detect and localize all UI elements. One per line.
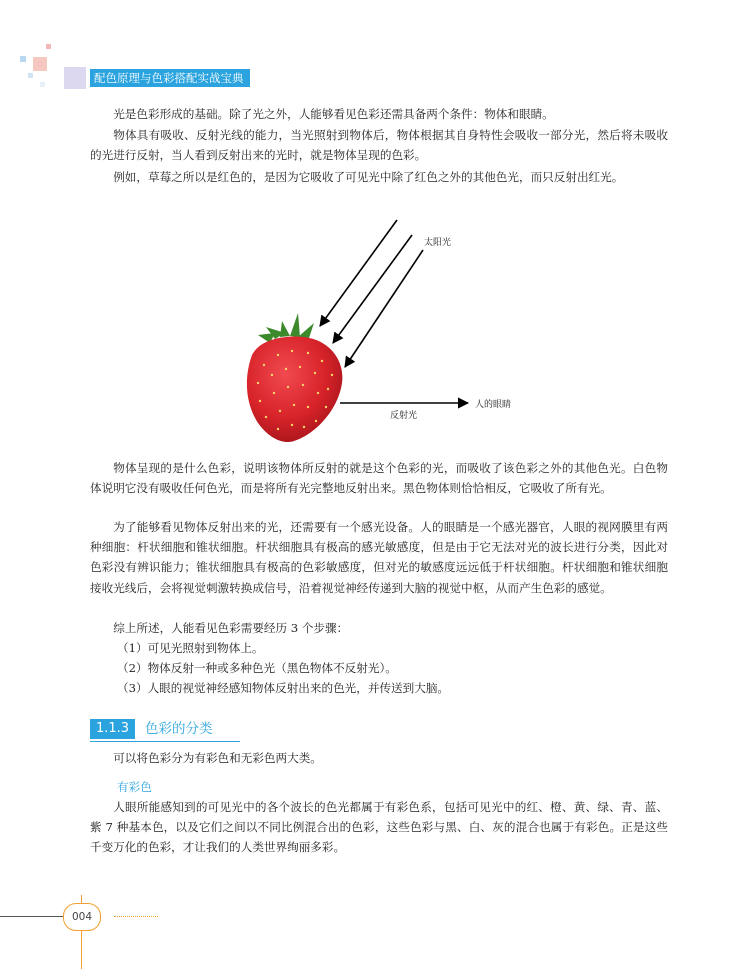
section-number: 1.1.3 [90,719,135,739]
section-intro: 可以将色彩分为有彩色和无彩色两大类。 [113,751,322,765]
step-1: （1）可见光照射到物体上。 [117,641,264,655]
sunlight-label: 太阳光 [424,238,452,248]
step-2: （2）物体反射一种或多种色光（黑色物体不反射光）。 [117,661,397,675]
step-3: （3）人眼的视觉神经感知物体反射出来的色光，并传送到大脑。 [117,681,450,695]
decor-square [28,73,33,78]
human-eye-label: 人的眼睛 [475,400,512,410]
light-diagram [230,215,530,445]
decor-square [20,56,26,62]
section-title: 色彩的分类 [145,721,213,737]
subheading-chromatic: 有彩色 [117,780,152,794]
decor-square [40,82,45,87]
body-paragraph-1: 物体呈现的是什么色彩，说明该物体所反射的就是这个色彩的光，而吸收了该色彩之外的其他色光。白色物体说明它没有吸收任何色光，而是将所有光完整地反射出来。黑色物体则恰恰相反，它吸收了所有光。 [90,461,668,496]
sunlight-arrow-1 [320,220,397,326]
body-paragraph-3: 综上所述，人能看见色彩需要经历 3 个步骤： [113,621,349,635]
decor-square [64,67,86,89]
intro-paragraph-2: 物体具有吸收、反射光线的能力，当光照射到物体后，物体根据其自身特性会吸收一部分光，然后将未吸收的光进行反射，当人看到反射出来的光时，就是物体呈现的色彩。 [90,128,668,163]
footer-rule [0,916,63,917]
chromatic-paragraph: 人眼所能感知到的可见光中的各个波长的色光都属于有彩色系，包括可见光中的红、橙、黄、绿、青、蓝、紫 7 种基本色，以及它们之间以不同比例混合出的色彩，这些色彩与黑、白、灰的混合也属于有彩色。正是这些千变万化的色彩，才让我们的人类世界绚丽多彩。 [90,800,668,855]
body-paragraph-2: 为了能够看见物体反射出来的光，还需要有一个感光设备。人的眼睛是一个感光器官，人眼的视网膜里有两种细胞：杆状细胞和锥状细胞。杆状细胞具有极高的感光敏感度，但是由于它无法对光的波长进行分类，因此对色彩没有辨识能力；锥状细胞具有极高的色彩敏感度，但对光的敏感度远远低于杆状细胞。杆状细胞和锥状细胞接收光线后，会将视觉刺激转换成信号，沿着视觉神经传递到大脑的视觉中枢，从而产生色彩的感觉。 [90,520,668,595]
intro-paragraph-3: 例如，草莓之所以是红色的，是因为它吸收了可见光中除了红色之外的其他色光，而只反射出红光。 [113,170,624,184]
page-number: 004 [63,903,101,931]
book-title-tab: 配色原理与色彩搭配实战宝典 [90,69,250,87]
section-underline [90,741,240,742]
sunlight-arrow-3 [345,250,423,367]
reflected-light-label: 反射光 [390,411,418,421]
light-reflection-figure [230,215,530,445]
intro-paragraph-1: 光是色彩形成的基础。除了光之外，人能够看见色彩还需具备两个条件：物体和眼睛。 [113,107,554,121]
decor-square [46,44,51,49]
decor-square [33,57,47,71]
footer-dotted-line [114,916,158,917]
